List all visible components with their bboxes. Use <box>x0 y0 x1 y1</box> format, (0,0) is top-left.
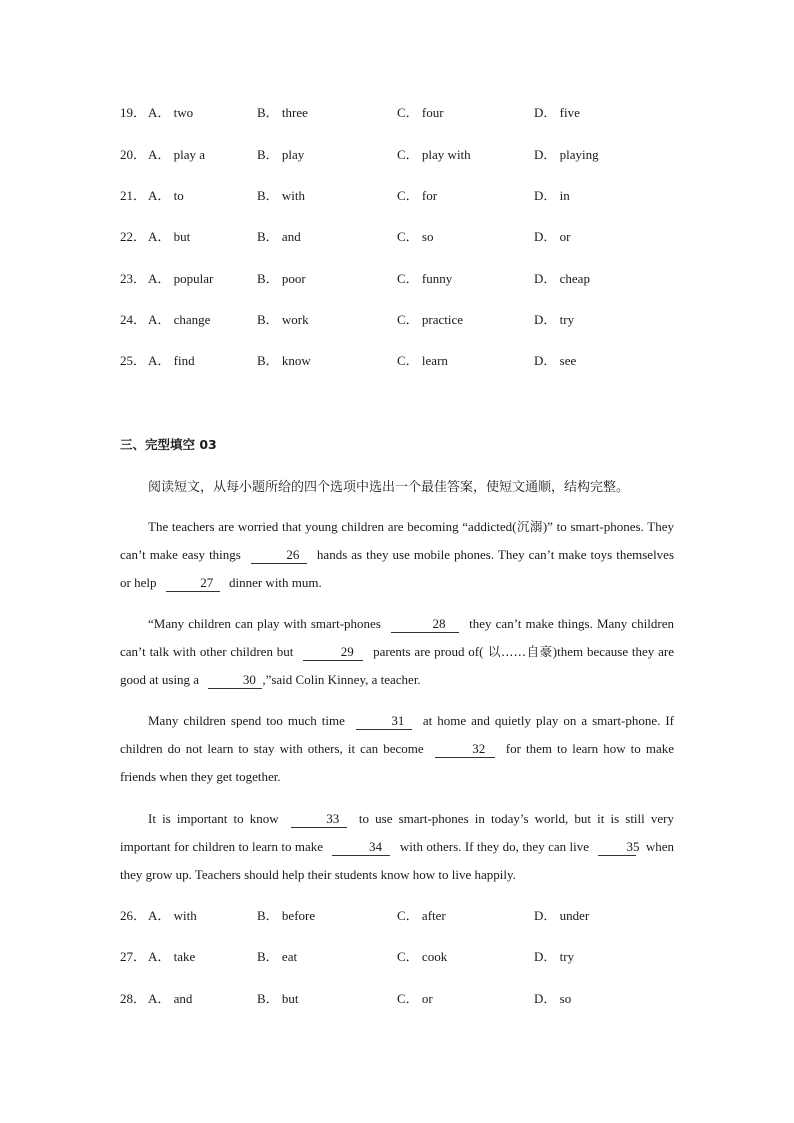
passage-text: parents are proud of( <box>373 644 484 659</box>
option-b: B． before <box>257 908 316 923</box>
option-a: A． take <box>148 949 196 964</box>
option-b: B． poor <box>257 271 306 286</box>
option-b: B． and <box>257 229 301 244</box>
passage-text: ,”said Colin Kinney, a teacher. <box>262 672 421 687</box>
passage-text: “Many children can play with smart-phones <box>148 616 381 631</box>
blank-28[interactable]: 28 <box>391 616 459 633</box>
section-instruction: 阅读短文，从每小题所给的四个选项中选出一个最佳答案，使短文通顺，结构完整。 <box>148 480 630 495</box>
option-a: A． popular <box>148 271 214 286</box>
blank-34[interactable]: 34 <box>332 839 390 856</box>
option-d: D． playing <box>534 147 599 162</box>
blank-30[interactable]: 30 <box>208 672 262 689</box>
question-number: 23． <box>120 271 147 286</box>
passage-paragraph-4 <box>120 805 674 889</box>
question-number: 27． <box>120 949 147 964</box>
option-a: A． with <box>148 908 197 923</box>
option-c: C． so <box>397 229 434 244</box>
option-a: A． find <box>148 353 195 368</box>
option-c: C． play with <box>397 147 471 162</box>
option-a: A． but <box>148 229 191 244</box>
option-d: D． so <box>534 991 572 1006</box>
question-number: 24． <box>120 312 147 327</box>
option-b: B． eat <box>257 949 298 964</box>
option-d: D． try <box>534 949 575 964</box>
passage-paragraph-2 <box>120 610 674 694</box>
passage-text: Many children spend too much time <box>148 713 345 728</box>
question-number: 19． <box>120 105 147 120</box>
option-c: C． learn <box>397 353 448 368</box>
option-c: C． or <box>397 991 433 1006</box>
blank-27[interactable]: 27 <box>166 575 220 592</box>
blank-32[interactable]: 32 <box>435 741 495 758</box>
option-c: C． practice <box>397 312 464 327</box>
option-d: D． see <box>534 353 577 368</box>
passage-text: The teachers are worried that young children are becoming “addicted( <box>148 519 517 534</box>
option-c: C． for <box>397 188 438 203</box>
question-number: 26． <box>120 908 147 923</box>
section-title: 三、完型填空 03 <box>120 437 217 452</box>
option-c: C． cook <box>397 949 448 964</box>
question-number: 20． <box>120 147 147 162</box>
passage-text: they can’t make things. Many children can’t talk with other children but <box>120 616 674 659</box>
blank-26[interactable]: 26 <box>251 547 307 564</box>
question-number: 22． <box>120 229 147 244</box>
blank-29[interactable]: 29 <box>303 644 363 661</box>
option-c: C． after <box>397 908 446 923</box>
passage-text: with others. If they do, they can live <box>399 839 590 854</box>
passage-text: )” to smart-phones. They can’t make easy things <box>120 519 674 562</box>
option-b: B． three <box>257 105 308 120</box>
option-b: B． with <box>257 188 306 203</box>
option-a: A． change <box>148 312 211 327</box>
passage-text-cjk: 沉溺 <box>516 519 543 534</box>
option-b: B． know <box>257 353 311 368</box>
option-a: A． to <box>148 188 184 203</box>
option-d: D． five <box>534 105 580 120</box>
passage-text: hands as they use mobile phones. They can’t make toys themselves or help <box>120 547 675 590</box>
option-d: D． try <box>534 312 575 327</box>
passage-paragraph-3 <box>120 707 674 791</box>
option-b: B． but <box>257 991 299 1006</box>
option-d: D． cheap <box>534 271 590 286</box>
option-c: C． four <box>397 105 444 120</box>
passage-text: to use smart-phones in today’s world, but it is still very important for children to learn to make <box>120 811 674 854</box>
passage-text: dinner with mum. <box>228 575 322 590</box>
passage-paragraph-1 <box>120 513 674 597</box>
option-c: C． funny <box>397 271 453 286</box>
question-number: 21． <box>120 188 147 203</box>
passage-text: It is important to know <box>148 811 279 826</box>
option-d: D． in <box>534 188 570 203</box>
option-a: A． two <box>148 105 194 120</box>
option-b: B． play <box>257 147 305 162</box>
question-number: 28． <box>120 991 147 1006</box>
blank-35[interactable]: 35 <box>598 839 636 856</box>
blank-33[interactable]: 33 <box>291 811 347 828</box>
option-d: D． under <box>534 908 590 923</box>
option-a: A． and <box>148 991 193 1006</box>
passage-text-cjk: 以……自豪 <box>483 644 553 659</box>
option-d: D． or <box>534 229 571 244</box>
question-number: 25． <box>120 353 147 368</box>
option-b: B． work <box>257 312 309 327</box>
option-a: A． play a <box>148 147 206 162</box>
passage-text: at home and quietly play on a smart-phone. If children do not learn to stay with others, it can become <box>120 713 674 756</box>
passage-text: when they grow up. Teachers should help their students know how to live happily. <box>120 839 675 882</box>
passage-text: for them to learn how to make friends when they get together. <box>120 741 675 784</box>
blank-31[interactable]: 31 <box>356 713 412 730</box>
passage-text: )them because they are good at using a <box>120 644 674 687</box>
